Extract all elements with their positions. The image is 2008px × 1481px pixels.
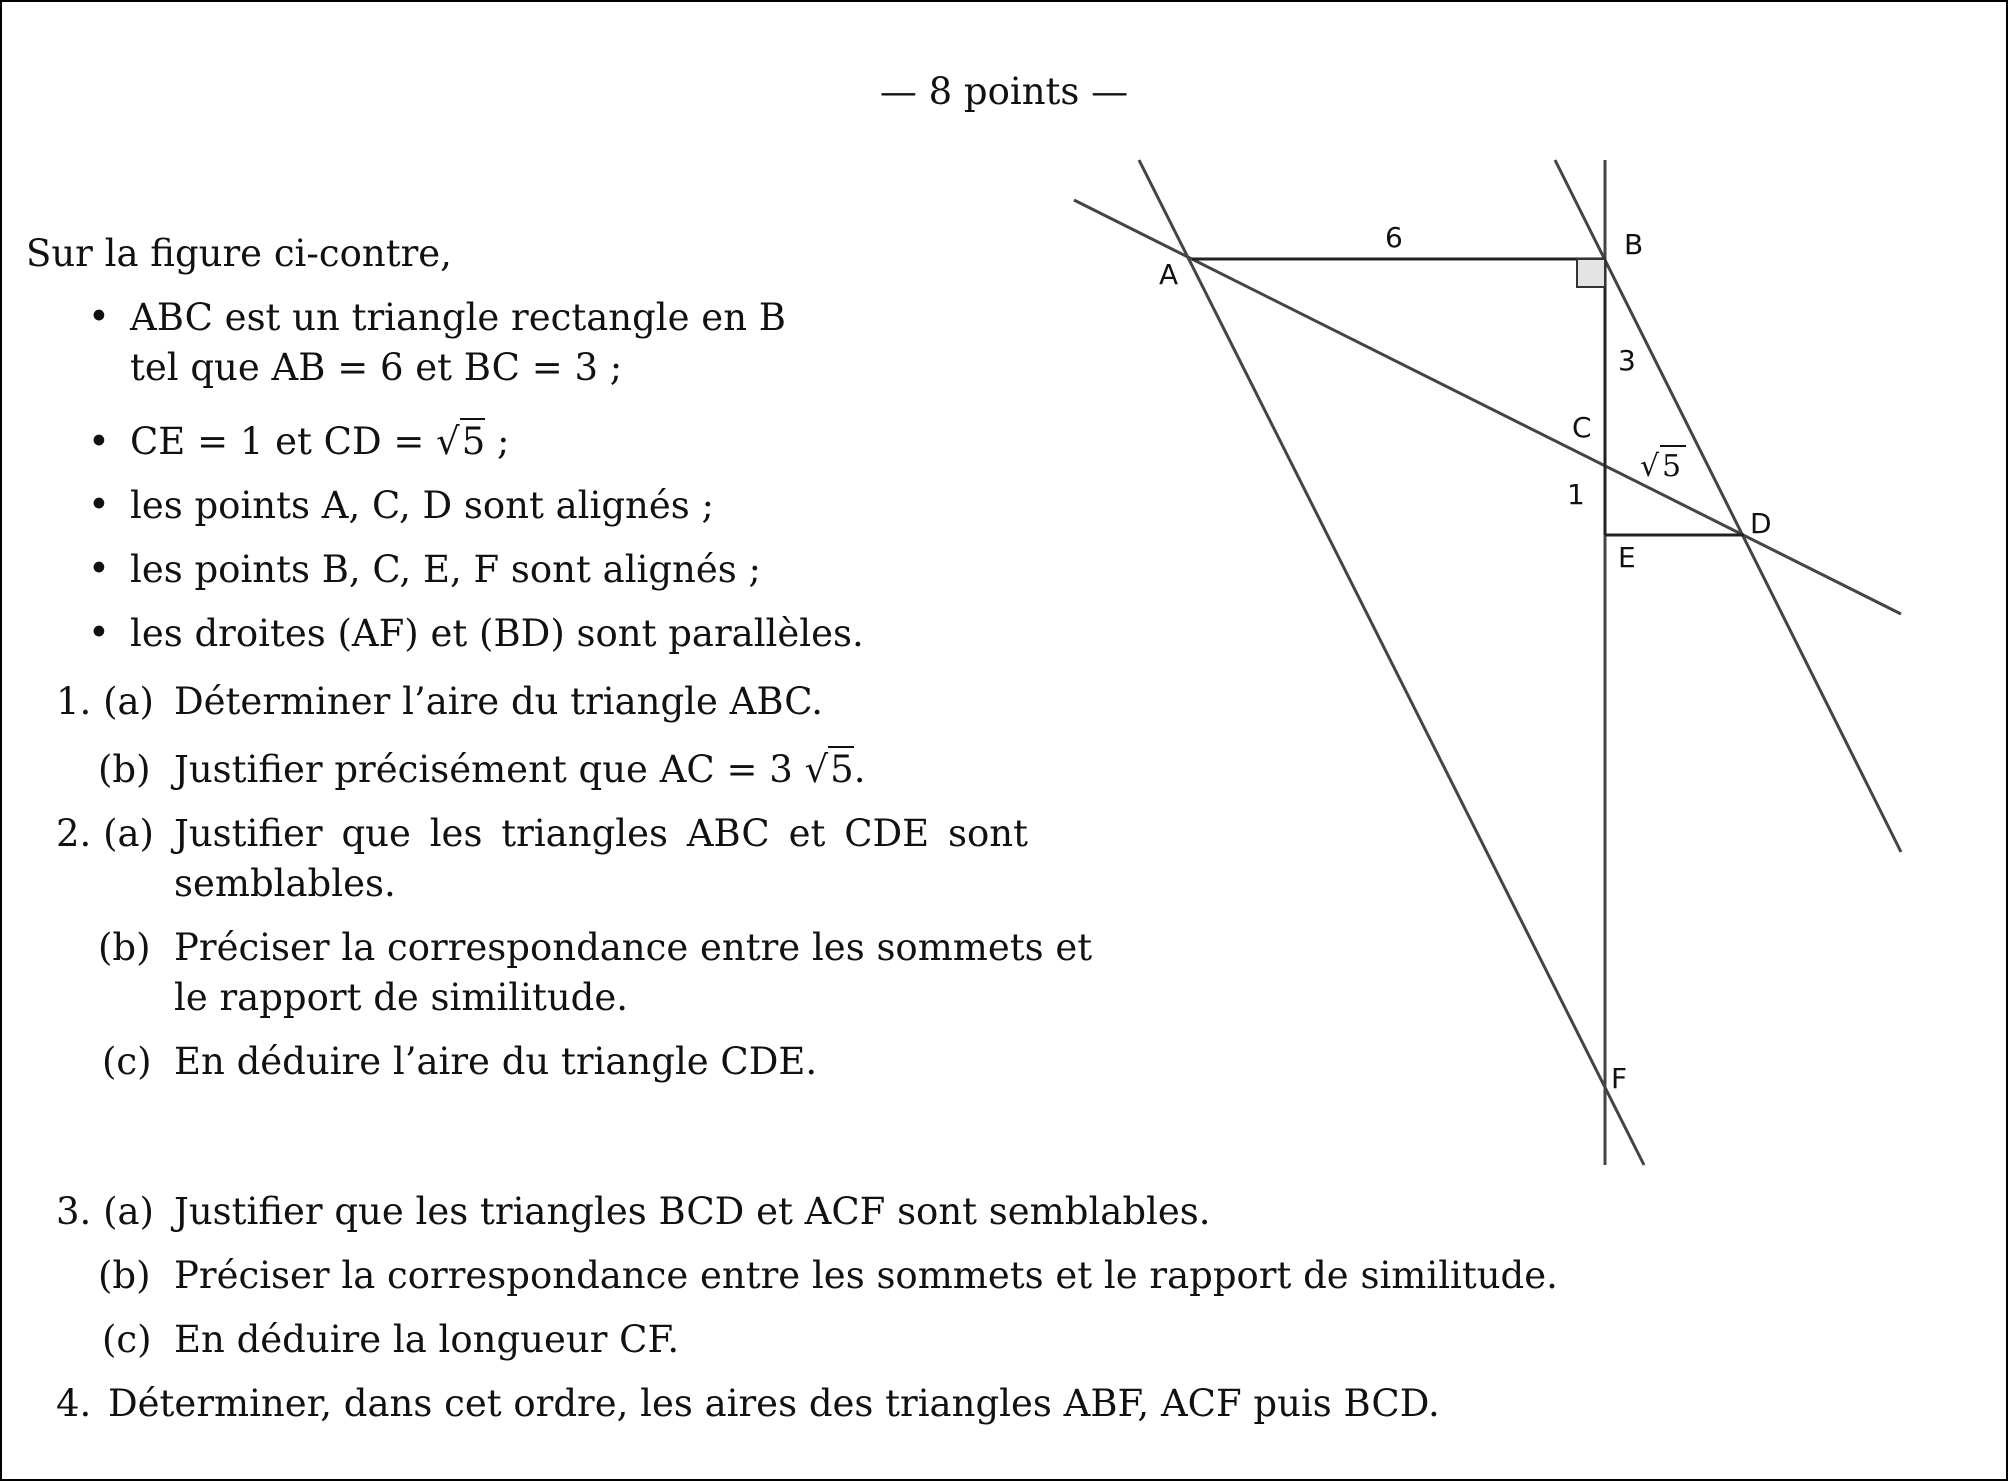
length-cd-label — [1640, 446, 1686, 484]
length-ce-label: 1 — [1567, 478, 1585, 511]
sqrt-symbol: √5 — [436, 420, 486, 463]
q3a-number: 3. (a) — [56, 1190, 154, 1233]
bullet-1-line1: ABC est un triangle rectangle en B — [130, 296, 786, 339]
q1b-before: Justifier précisément que AC = 3 — [174, 748, 805, 791]
q2b-line2: le rapport de similitude. — [174, 976, 628, 1019]
point-f-label: F — [1611, 1062, 1628, 1095]
point-d-label: D — [1750, 507, 1772, 540]
q1b-text — [174, 748, 865, 791]
length-cd-radicand: 5 — [1662, 449, 1682, 484]
bullet-dot: • — [88, 611, 110, 654]
q2a-line1: Justifier que les triangles ABC et CDE sont — [174, 812, 1028, 855]
bullet-2 — [130, 420, 510, 463]
bullet-dot: • — [88, 547, 110, 590]
length-ab-label: 6 — [1385, 221, 1403, 254]
q3a-text: Justifier que les triangles BCD et ACF sont semblables. — [174, 1190, 1211, 1233]
point-a-label: A — [1159, 258, 1179, 291]
q2a-number: 2. (a) — [56, 812, 154, 855]
bullet-dot: • — [88, 483, 110, 526]
q2c-text: En déduire l’aire du triangle CDE. — [174, 1040, 818, 1083]
bullet-1-line2: tel que AB = 6 et BC = 3 ; — [130, 346, 623, 389]
q4-number: 4. — [56, 1382, 92, 1425]
q2a-line2: semblables. — [174, 862, 396, 905]
q3b-number: (b) — [98, 1254, 151, 1297]
length-bc-label: 3 — [1618, 344, 1636, 377]
bullet-3: les points A, C, D sont alignés ; — [130, 484, 714, 527]
sqrt-symbol: √ — [1640, 449, 1660, 484]
bullet-2-radicand: 5 — [461, 420, 486, 463]
bullet-5: les droites (AF) et (BD) sont parallèles. — [130, 612, 864, 655]
q1b-radicand: 5 — [830, 748, 854, 791]
bullet-2-after: ; — [485, 420, 510, 463]
line-acd — [1074, 200, 1901, 614]
q1b-number: (b) — [98, 748, 151, 791]
q2c-number: (c) — [102, 1040, 152, 1083]
q3c-number: (c) — [102, 1318, 152, 1361]
geometry-figure — [1060, 150, 1930, 1180]
line-bd — [1555, 160, 1901, 852]
bullet-dot: • — [88, 420, 110, 463]
bullet-dot: • — [88, 295, 110, 338]
q1a-text: Déterminer l’aire du triangle ABC. — [174, 680, 824, 723]
q3b-text: Préciser la correspondance entre les sommets et le rapport de similitude. — [174, 1254, 1558, 1297]
q1b-after: . — [853, 748, 866, 791]
q2b-line1: Préciser la correspondance entre les sommets et — [174, 926, 1093, 969]
bullet-4: les points B, C, E, F sont alignés ; — [130, 548, 761, 591]
sqrt-symbol: √5 — [804, 748, 854, 791]
right-angle-marker — [1577, 259, 1605, 287]
q2b-number: (b) — [98, 926, 151, 969]
q1a-number: 1. (a) — [56, 680, 154, 723]
point-c-label: C — [1572, 411, 1592, 444]
bullet-2-before: CE = 1 et CD = — [130, 420, 437, 463]
point-e-label: E — [1618, 541, 1636, 574]
line-af — [1139, 160, 1644, 1165]
intro-text: Sur la figure ci-contre, — [26, 232, 452, 275]
q3c-text: En déduire la longueur CF. — [174, 1318, 680, 1361]
q4-text: Déterminer, dans cet ordre, les aires des triangles ABF, ACF puis BCD. — [108, 1382, 1440, 1425]
point-b-label: B — [1624, 228, 1644, 261]
points-header: — 8 points — — [879, 70, 1129, 113]
